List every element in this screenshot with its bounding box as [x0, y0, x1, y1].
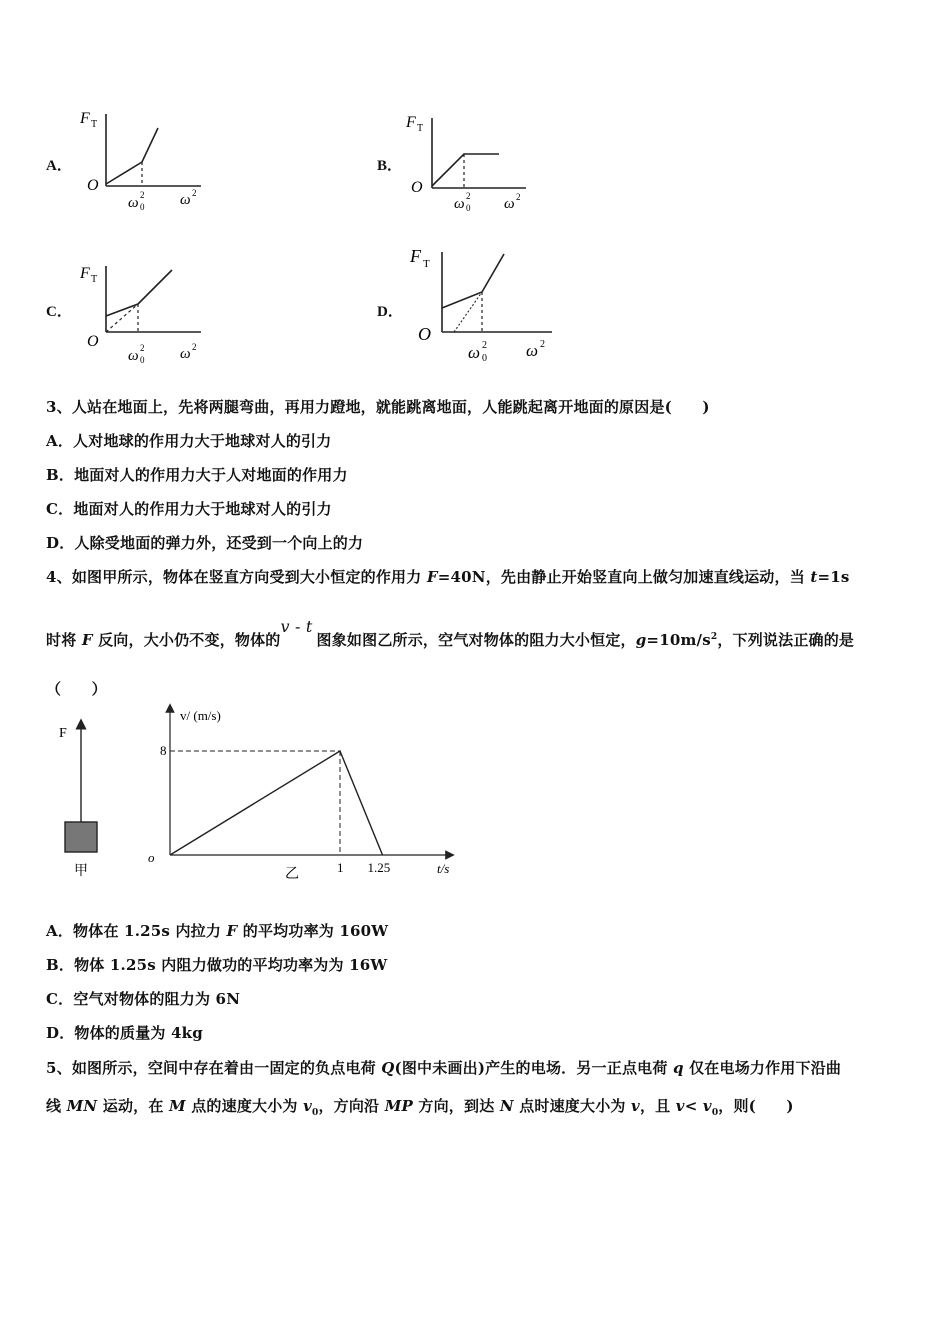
option-b-graph — [404, 110, 534, 218]
force-label: F — [59, 726, 67, 741]
axis-y-label: F — [80, 110, 90, 127]
axis-y-label: F — [80, 265, 90, 282]
x-tick-sup: 2 — [140, 190, 145, 200]
axis-y-sub: T — [423, 258, 430, 270]
x-tick-sub: 0 — [482, 353, 487, 364]
block — [65, 822, 97, 852]
option-c-graph — [76, 260, 206, 368]
series-line — [170, 751, 383, 855]
axis-x-label: ω — [180, 346, 191, 362]
x-tick-label: 1 — [337, 860, 344, 875]
option-d-label[interactable]: D． — [377, 304, 403, 320]
q5-stem-line-2: 线 MN 运动，在 M 点的速度大小为 $v_0$，方向沿 MP 方向，到达 N 点时速度大小为 v，且 $v< v_0$，则( ) — [46, 1097, 794, 1118]
x-tick-sub: 0 — [140, 355, 145, 365]
caption-jia: 甲 — [74, 864, 88, 879]
axis-y-sub: T — [91, 119, 98, 130]
option-a-label[interactable]: A． — [46, 158, 72, 174]
x-tick-sub: 0 — [466, 203, 471, 213]
axis-x-sup: 2 — [192, 342, 197, 352]
q4-answer-paren: （ ） — [46, 680, 107, 698]
q3-option-d[interactable]: D．人除受地面的弹力外，还受到一个向上的力 — [46, 534, 364, 552]
q4-stem-line-2: 时将 F 反向，大小仍不变，物体的v - t图象如图乙所示，空气对物体的阻力大小恒定，$g=10m/s^2$，下列说法正确的是 — [46, 617, 855, 649]
axis-y-label: F — [406, 114, 416, 131]
origin-label: o — [148, 850, 155, 865]
vt-symbol: v - t — [280, 617, 313, 636]
x-tick-label: 1.25 — [367, 860, 391, 875]
origin-label: O — [87, 177, 99, 194]
axis-y-sub: T — [417, 123, 424, 134]
q4-option-a[interactable]: A．物体在 1.25s 内拉力 F 的平均功率为 160W — [46, 922, 389, 940]
origin-label: O — [418, 324, 431, 344]
q4-option-d[interactable]: D．物体的质量为 4kg — [46, 1024, 203, 1042]
option-a-graph — [76, 106, 206, 214]
y-tick-label: 8 — [160, 743, 167, 758]
q4-stem-line-1: 4、如图甲所示，物体在竖直方向受到大小恒定的作用力 F=40N，先由静止开始竖直向上做匀加速直线运动，当 t=1s — [46, 568, 850, 586]
axis-x-label: ω — [504, 196, 515, 212]
axis-x-label: ω — [180, 192, 191, 208]
q3-option-a[interactable]: A．人对地球的作用力大于地球对人的引力 — [46, 432, 332, 450]
axis-y-label: F — [410, 246, 421, 266]
q4-figure-jia — [50, 714, 120, 884]
x-tick-label: ω — [128, 195, 139, 211]
option-c-label[interactable]: C． — [46, 304, 72, 320]
x-tick-sup: 2 — [466, 191, 471, 201]
x-tick-sup: 2 — [140, 343, 145, 353]
origin-label: O — [87, 333, 99, 350]
axis-x-label: ω — [526, 341, 539, 360]
x-tick-sub: 0 — [140, 202, 145, 212]
x-tick-label: ω — [128, 348, 139, 364]
axis-x-sup: 2 — [516, 192, 521, 202]
q4-option-b[interactable]: B．物体 1.25s 内阻力做功的平均功率为为 16W — [46, 956, 388, 974]
origin-label: O — [411, 179, 423, 196]
axis-y-sub: T — [91, 274, 98, 285]
x-tick-label: ω — [468, 343, 481, 362]
x-tick-sup: 2 — [482, 340, 487, 351]
caption-yi: 乙 — [285, 867, 299, 882]
axis-x-sup: 2 — [192, 188, 197, 198]
q3-option-b[interactable]: B．地面对人的作用力大于人对地面的作用力 — [46, 466, 348, 484]
axis-x-sup: 2 — [540, 339, 545, 350]
q5-stem-line-1: 5、如图所示，空间中存在着由一固定的负点电荷 Q(图中未画出)产生的电场．另一正点电荷 q 仅在电场力作用下沿曲 — [46, 1059, 842, 1077]
y-axis-label: v/ (m/s) — [180, 708, 221, 723]
x-tick-label: ω — [454, 196, 465, 212]
q4-figure-yi — [140, 700, 470, 890]
option-d-graph — [406, 242, 556, 366]
q4-option-c[interactable]: C．空气对物体的阻力为 6N — [46, 990, 241, 1008]
q3-stem: 3、人站在地面上，先将两腿弯曲，再用力蹬地，就能跳离地面，人能跳起离开地面的原因是( ) — [46, 398, 710, 416]
q3-option-c[interactable]: C．地面对人的作用力大于地球对人的引力 — [46, 500, 332, 518]
option-b-label[interactable]: B． — [377, 158, 403, 174]
x-axis-label: t/s — [437, 861, 450, 876]
